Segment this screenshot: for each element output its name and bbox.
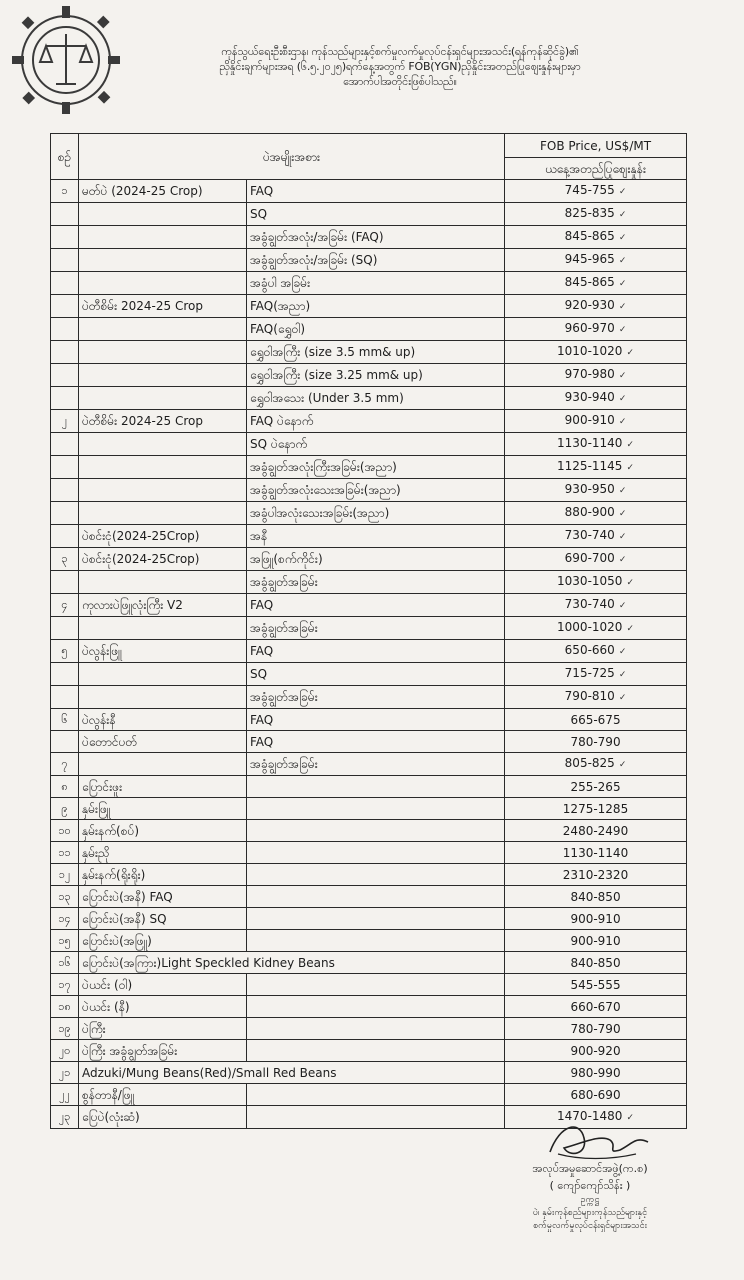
price-value: 840-850: [570, 889, 621, 904]
bean-name-cell: ပြောင်းဖူး: [79, 776, 247, 798]
bean-name-cell: နှမ်းဖြူ: [79, 798, 247, 820]
price-value: 715-725: [564, 666, 615, 680]
bean-name-cell: ကုလားပဲဖြူလုံးကြီး V2: [79, 594, 247, 617]
check-mark-icon: ✓: [618, 647, 627, 657]
grade-cell: FAQ: [247, 731, 505, 753]
price-cell: [505, 842, 687, 864]
bean-name-cell: [79, 364, 247, 387]
price-cell: [505, 318, 687, 341]
check-mark-icon: ✓: [626, 440, 634, 450]
price-value: 920-930: [564, 298, 615, 312]
bean-name-cell: [79, 318, 247, 341]
table-row: [51, 456, 687, 479]
price-table: [50, 133, 687, 1129]
grade-cell: FAQ: [247, 640, 505, 663]
table-row: [51, 203, 687, 226]
table-row: [51, 1062, 687, 1084]
table-row: [51, 663, 687, 686]
price-value: 945-965: [564, 252, 615, 266]
serial-no-cell: ၁၂: [51, 864, 79, 886]
grade-cell: အခွံချွတ်အခြမ်း: [247, 617, 505, 640]
price-cell: [505, 974, 687, 996]
table-row: [51, 571, 687, 594]
bean-name-cell: ပြောင်းပဲ(အကြား)Light Speckled Kidney Beans: [79, 952, 505, 974]
serial-no-cell: [51, 456, 79, 479]
grade-cell: ရွှေဝါအကြီး (size 3.5 mm& up): [247, 341, 505, 364]
price-value: 960-970: [564, 321, 615, 335]
grade-cell: အခွံချွတ်အခြမ်း: [247, 753, 505, 776]
price-cell: [505, 548, 687, 571]
grade-cell: FAQ(အညာ): [247, 295, 505, 318]
check-mark-icon: ✓: [618, 670, 627, 680]
bean-name-cell: [79, 341, 247, 364]
serial-no-cell: [51, 295, 79, 318]
serial-no-cell: ၁၈: [51, 996, 79, 1018]
grade-cell: [247, 996, 505, 1018]
price-value: 930-950: [564, 482, 615, 496]
serial-no-cell: [51, 318, 79, 341]
serial-no-cell: [51, 479, 79, 502]
price-cell: [505, 686, 687, 709]
table-row: [51, 820, 687, 842]
price-value: 845-865: [564, 275, 615, 289]
table-row: [51, 731, 687, 753]
check-mark-icon: ✓: [626, 463, 634, 473]
check-mark-icon: ✓: [618, 279, 627, 289]
price-cell: [505, 864, 687, 886]
price-value: 1275-1285: [562, 801, 629, 816]
grade-cell: အခွံချွတ်အလုံး/အခြမ်း (SQ): [247, 249, 505, 272]
table-row: [51, 364, 687, 387]
check-mark-icon: ✓: [618, 325, 627, 335]
grade-cell: အခွံပါ အခြမ်း: [247, 272, 505, 295]
grade-cell: အခွံချွတ်အလုံး/အခြမ်း (FAQ): [247, 226, 505, 249]
check-mark-icon: ✓: [618, 693, 627, 703]
table-row: [51, 180, 687, 203]
check-mark-icon: ✓: [618, 187, 627, 197]
table-row: [51, 617, 687, 640]
signature-block: [470, 1160, 710, 1233]
table-row: [51, 842, 687, 864]
bean-name-cell: ပဲစင်းငုံ(2024-25Crop): [79, 548, 247, 571]
header-bean-type: ပဲအမျိုးအစား: [79, 134, 505, 180]
check-mark-icon: ✓: [618, 256, 627, 266]
table-row: [51, 709, 687, 731]
price-cell: [505, 1062, 687, 1084]
grade-cell: [247, 776, 505, 798]
grade-cell: ရွှေဝါအကြီး (size 3.25 mm& up): [247, 364, 505, 387]
price-cell: [505, 272, 687, 295]
serial-no-cell: ၁၇: [51, 974, 79, 996]
check-mark-icon: ✓: [618, 302, 627, 312]
check-mark-icon: ✓: [618, 233, 627, 243]
bean-name-cell: [79, 617, 247, 640]
table-row: [51, 479, 687, 502]
check-mark-icon: ✓: [618, 555, 627, 565]
grade-cell: FAQ: [247, 594, 505, 617]
bean-name-cell: [79, 387, 247, 410]
grade-cell: [247, 1084, 505, 1106]
price-value: 845-865: [564, 229, 615, 243]
bean-name-cell: ပဲတီစိမ်း 2024-25 Crop: [79, 410, 247, 433]
serial-no-cell: [51, 571, 79, 594]
grade-cell: [247, 798, 505, 820]
price-cell: [505, 731, 687, 753]
price-value: 900-910: [570, 933, 621, 948]
serial-no-cell: [51, 663, 79, 686]
grade-cell: အဖြူ(စက်ကိုင်း): [247, 548, 505, 571]
table-row: [51, 1040, 687, 1062]
serial-no-cell: ၂၁: [51, 1062, 79, 1084]
price-value: 780-790: [570, 1021, 621, 1036]
grade-cell: FAQ: [247, 709, 505, 731]
price-cell: [505, 930, 687, 952]
price-value: 1030-1050: [557, 574, 623, 588]
table-row: [51, 594, 687, 617]
serial-no-cell: ၂၀: [51, 1040, 79, 1062]
price-cell: [505, 364, 687, 387]
price-value: 930-940: [564, 390, 615, 404]
grade-cell: SQ ပဲနောက်: [247, 433, 505, 456]
serial-no-cell: ၄: [51, 594, 79, 617]
bean-name-cell: နှမ်းနက်(စပ်): [79, 820, 247, 842]
bean-name-cell: ပဲယင်း (ဝါ): [79, 974, 247, 996]
signature-org-line-1: ပဲ၊ နှမ်းကုန်စည်များကုန်သည်များနှင့်: [532, 1208, 648, 1218]
table-row: [51, 295, 687, 318]
serial-no-cell: ၈: [51, 776, 79, 798]
check-mark-icon: ✓: [618, 760, 627, 770]
price-value: 690-700: [564, 551, 615, 565]
price-cell: [505, 1018, 687, 1040]
table-row: [51, 548, 687, 571]
table-row: [51, 776, 687, 798]
bean-name-cell: ပြောင်းပဲ(အနီ) FAQ: [79, 886, 247, 908]
check-mark-icon: ✓: [618, 210, 627, 220]
price-value: 730-740: [564, 528, 615, 542]
serial-no-cell: ၉: [51, 798, 79, 820]
bean-name-cell: မတ်ပဲ (2024-25 Crop): [79, 180, 247, 203]
table-row: [51, 433, 687, 456]
grade-cell: [247, 1040, 505, 1062]
table-row: [51, 525, 687, 548]
table-row: [51, 686, 687, 709]
price-cell: [505, 1040, 687, 1062]
serial-no-cell: ၁၅: [51, 930, 79, 952]
price-value: 780-790: [570, 734, 621, 749]
price-value: 840-850: [570, 955, 621, 970]
serial-no-cell: ၂၂: [51, 1084, 79, 1106]
table-row: [51, 798, 687, 820]
price-cell: [505, 456, 687, 479]
serial-no-cell: ၁၆: [51, 952, 79, 974]
grade-cell: [247, 974, 505, 996]
price-value: 1125-1145: [557, 459, 623, 473]
serial-no-cell: [51, 686, 79, 709]
price-value: 545-555: [570, 977, 621, 992]
serial-no-cell: [51, 387, 79, 410]
price-value: 1130-1140: [562, 845, 629, 860]
table-row: [51, 387, 687, 410]
bean-name-cell: [79, 663, 247, 686]
heading-line-3: အောက်ပါအတိုင်းဖြစ်ပါသည်။: [343, 75, 457, 88]
serial-no-cell: [51, 341, 79, 364]
serial-no-cell: ၃: [51, 548, 79, 571]
bean-name-cell: [79, 571, 247, 594]
signature-title: အလုပ်အမှုဆောင်အဖွဲ့(က.စ): [532, 1162, 648, 1175]
bean-name-cell: ပဲကြီး: [79, 1018, 247, 1040]
price-cell: [505, 180, 687, 203]
serial-no-cell: [51, 203, 79, 226]
bean-name-cell: ပြေပဲ(လုံးဆံ): [79, 1106, 247, 1129]
table-row: [51, 318, 687, 341]
signature-role: ဥက္ကဋ္ဌ: [580, 1195, 600, 1205]
heading-line-1: ကုန်သွယ်ရေးဦးစီးဌာန၊ ကုန်သည်များနှင့်စက်မှုလက်မှုလုပ်ငန်းရှင်များအသင်း(ရန်ကုန်ဆိုင်ခွဲ)၏: [221, 45, 579, 58]
grade-cell: [247, 842, 505, 864]
grade-cell: အခွံချွတ်အခြမ်း: [247, 686, 505, 709]
bean-name-cell: ပဲယင်း (နီ): [79, 996, 247, 1018]
bean-name-cell: ပဲတီစိမ်း 2024-25 Crop: [79, 295, 247, 318]
price-value: 1000-1020: [557, 620, 623, 634]
bean-name-cell: [79, 203, 247, 226]
serial-no-cell: [51, 525, 79, 548]
table-row: [51, 753, 687, 776]
price-cell: [505, 433, 687, 456]
bean-name-cell: [79, 433, 247, 456]
bean-name-cell: စွန်တာနီ/ဖြူ: [79, 1084, 247, 1106]
price-value: 980-990: [570, 1065, 621, 1080]
grade-cell: FAQ(ရွှေဝါ): [247, 318, 505, 341]
bean-name-cell: [79, 456, 247, 479]
grade-cell: ရွှေဝါအသေး (Under 3.5 mm): [247, 387, 505, 410]
grade-cell: အခွံချွတ်အလုံးကြီးအခြမ်း(အညာ): [247, 456, 505, 479]
bean-name-cell: ပဲကြီး အခွံချွတ်အခြမ်း: [79, 1040, 247, 1062]
price-cell: [505, 908, 687, 930]
price-cell: [505, 1084, 687, 1106]
association-seal-logo: [10, 4, 122, 116]
header-fob-price: FOB Price, US$/MT: [505, 134, 687, 158]
table-row: [51, 886, 687, 908]
price-table-body: [51, 180, 687, 1129]
grade-cell: [247, 886, 505, 908]
price-value: 680-690: [570, 1087, 621, 1102]
bean-name-cell: [79, 502, 247, 525]
bean-name-cell: [79, 272, 247, 295]
price-cell: [505, 709, 687, 731]
price-cell: [505, 798, 687, 820]
bean-name-cell: [79, 479, 247, 502]
grade-cell: [247, 864, 505, 886]
price-cell: [505, 295, 687, 318]
price-value: 1470-1480: [557, 1109, 623, 1123]
serial-no-cell: ၁၁: [51, 842, 79, 864]
price-cell: [505, 387, 687, 410]
table-row: [51, 502, 687, 525]
check-mark-icon: ✓: [618, 417, 627, 427]
table-row: [51, 952, 687, 974]
grade-cell: အခွံချွတ်အခြမ်း: [247, 571, 505, 594]
serial-no-cell: [51, 249, 79, 272]
serial-no-cell: [51, 731, 79, 753]
price-value: 650-660: [564, 643, 615, 657]
table-row: [51, 272, 687, 295]
price-cell: [505, 502, 687, 525]
check-mark-icon: ✓: [618, 486, 627, 496]
header-approved-price: ယနေ့အတည်ပြုဈေးနှုန်း: [505, 158, 687, 180]
price-value: 2310-2320: [562, 867, 629, 882]
signature-org-line-2: စက်မှုလက်မှုလုပ်ငန်းရှင်များအသင်း: [533, 1221, 647, 1231]
serial-no-cell: [51, 272, 79, 295]
check-mark-icon: ✓: [626, 578, 634, 588]
bean-name-cell: [79, 249, 247, 272]
grade-cell: အခွံပါအလုံးသေးအခြမ်း(အညာ): [247, 502, 505, 525]
grade-cell: [247, 1018, 505, 1040]
price-cell: [505, 410, 687, 433]
serial-no-cell: [51, 364, 79, 387]
bean-name-cell: နှမ်းညို: [79, 842, 247, 864]
check-mark-icon: ✓: [626, 624, 634, 634]
price-value: 660-670: [570, 999, 621, 1014]
table-row: [51, 249, 687, 272]
price-value: 825-835: [564, 206, 615, 220]
check-mark-icon: ✓: [618, 371, 627, 381]
bean-name-cell: ပဲလွန်းဖြူ: [79, 640, 247, 663]
grade-cell: [247, 1106, 505, 1129]
grade-cell: [247, 820, 505, 842]
price-value: 730-740: [564, 597, 615, 611]
check-mark-icon: ✓: [618, 601, 627, 611]
price-cell: [505, 479, 687, 502]
table-row: [51, 864, 687, 886]
handwritten-signature: [540, 1114, 660, 1162]
grade-cell: အနီ: [247, 525, 505, 548]
bean-name-cell: ပြောင်းပဲ(အဖြူ): [79, 930, 247, 952]
price-value: 1010-1020: [557, 344, 623, 358]
serial-no-cell: ၂: [51, 410, 79, 433]
price-cell: [505, 203, 687, 226]
grade-cell: SQ: [247, 203, 505, 226]
price-cell: [505, 249, 687, 272]
bean-name-cell: [79, 686, 247, 709]
price-cell: [505, 617, 687, 640]
price-value: 665-675: [570, 712, 621, 727]
grade-cell: [247, 908, 505, 930]
price-value: 790-810: [564, 689, 615, 703]
bean-name-cell: ပဲလွန်းနီ: [79, 709, 247, 731]
table-row: [51, 226, 687, 249]
price-cell: [505, 820, 687, 842]
price-value: 745-755: [564, 183, 615, 197]
table-row: [51, 640, 687, 663]
price-value: 1130-1140: [557, 436, 623, 450]
price-value: 880-900: [564, 505, 615, 519]
document-heading: [120, 44, 680, 89]
serial-no-cell: [51, 226, 79, 249]
bean-name-cell: [79, 226, 247, 249]
price-cell: [505, 571, 687, 594]
price-cell: [505, 663, 687, 686]
bean-name-cell: ပြောင်းပဲ(အနီ) SQ: [79, 908, 247, 930]
serial-no-cell: [51, 617, 79, 640]
bean-name-cell: Adzuki/Mung Beans(Red)/Small Red Beans: [79, 1062, 505, 1084]
check-mark-icon: ✓: [626, 1113, 634, 1123]
serial-no-cell: ၆: [51, 709, 79, 731]
price-value: 2480-2490: [562, 823, 629, 838]
check-mark-icon: ✓: [626, 348, 634, 358]
price-value: 970-980: [564, 367, 615, 381]
serial-no-cell: ၁၃: [51, 886, 79, 908]
table-row: [51, 341, 687, 364]
bean-name-cell: [79, 753, 247, 776]
price-value: 900-910: [570, 911, 621, 926]
table-row: [51, 930, 687, 952]
table-row: [51, 908, 687, 930]
grade-cell: FAQ ပဲနောက်: [247, 410, 505, 433]
price-value: 900-910: [564, 413, 615, 427]
grade-cell: အခွံချွတ်အလုံးသေးအခြမ်း(အညာ): [247, 479, 505, 502]
price-cell: [505, 886, 687, 908]
price-cell: [505, 640, 687, 663]
table-row: [51, 974, 687, 996]
check-mark-icon: ✓: [618, 394, 627, 404]
serial-no-cell: ၂၃: [51, 1106, 79, 1129]
price-cell: [505, 226, 687, 249]
serial-no-cell: [51, 433, 79, 456]
price-cell: [505, 594, 687, 617]
price-cell: [505, 776, 687, 798]
bean-name-cell: ပဲတောင်ပတ်: [79, 731, 247, 753]
check-mark-icon: ✓: [618, 509, 627, 519]
price-value: 255-265: [570, 779, 621, 794]
check-mark-icon: ✓: [618, 532, 627, 542]
price-cell: [505, 525, 687, 548]
price-value: 900-920: [570, 1043, 621, 1058]
serial-no-cell: ၅: [51, 640, 79, 663]
price-value: 805-825: [564, 756, 615, 770]
bean-name-cell: နှမ်းနက်(ရိုးရိုး): [79, 864, 247, 886]
grade-cell: [247, 930, 505, 952]
price-cell: [505, 753, 687, 776]
table-row: [51, 1084, 687, 1106]
serial-no-cell: ၁၉: [51, 1018, 79, 1040]
table-row: [51, 996, 687, 1018]
serial-no-cell: ၇: [51, 753, 79, 776]
price-cell: [505, 996, 687, 1018]
heading-line-2: ညှိနှိုင်းချက်များအရ (၆.၅.၂၀၂၅)ရက်နေ့အတွက် FOB(YGN)ညှိနှိုင်းအတည်ပြုဈေးနှုန်းများမှာ: [219, 60, 581, 73]
grade-cell: FAQ: [247, 180, 505, 203]
price-cell: [505, 341, 687, 364]
table-row: [51, 410, 687, 433]
header-serial-no: စဉ်: [51, 134, 79, 180]
serial-no-cell: [51, 502, 79, 525]
serial-no-cell: ၁၀: [51, 820, 79, 842]
bean-name-cell: ပဲစင်းငုံ(2024-25Crop): [79, 525, 247, 548]
table-row: [51, 1018, 687, 1040]
serial-no-cell: ၁: [51, 180, 79, 203]
price-cell: [505, 952, 687, 974]
signature-name: ( ကျော်ကျော်သိန်း ): [549, 1179, 631, 1192]
grade-cell: SQ: [247, 663, 505, 686]
serial-no-cell: ၁၄: [51, 908, 79, 930]
